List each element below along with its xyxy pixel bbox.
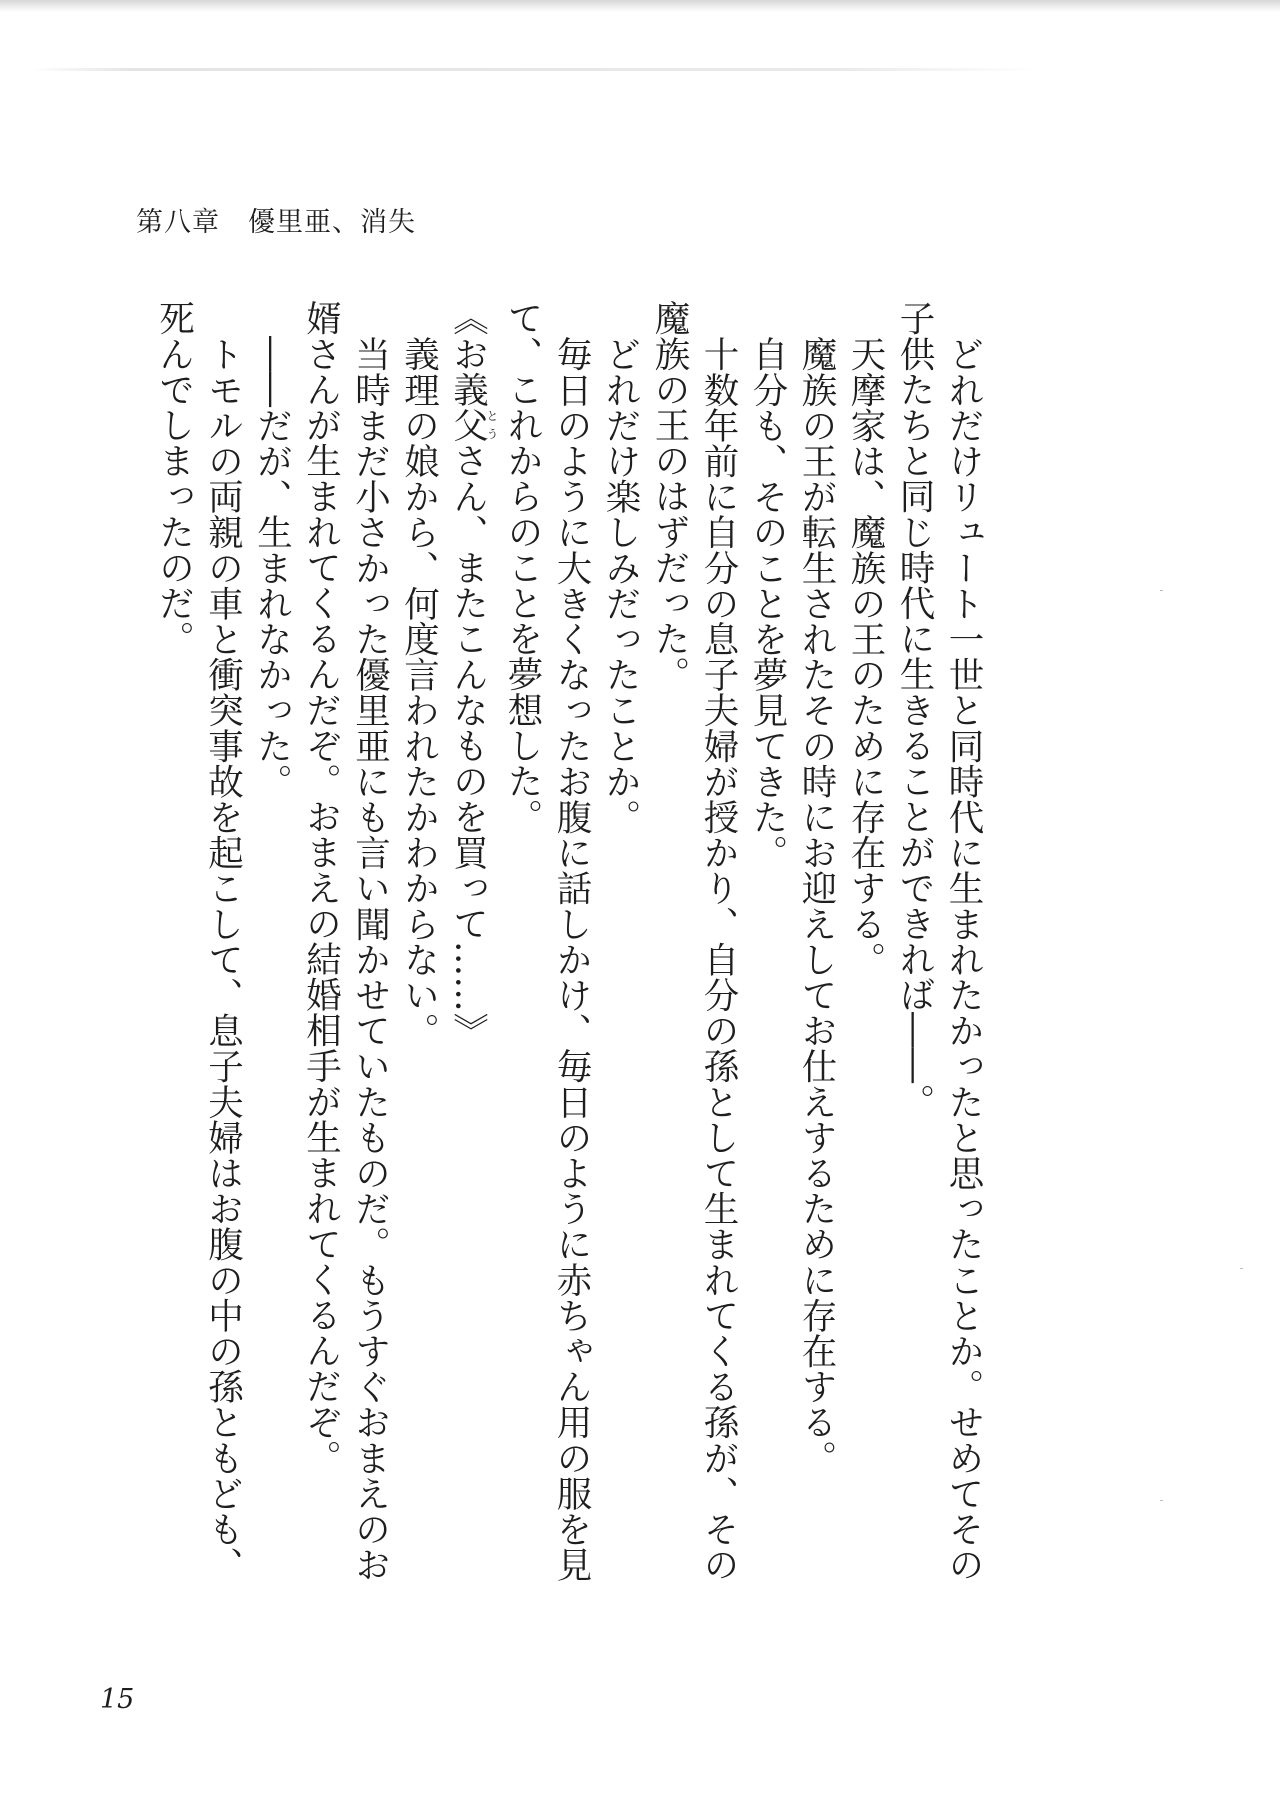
paragraph: トモルの両親の車と衝突事故を起こして、息子夫婦はお腹の中の孫ともども、死んでしまったのだ。 (153, 300, 244, 1582)
scan-shadow (0, 0, 1280, 12)
page-number: 15 (100, 1684, 135, 1715)
running-head: 第八章 優里亜、消失 (136, 207, 416, 238)
paragraph: ――だが、生まれなかった。 (251, 335, 293, 799)
paragraph: どれだけ楽しみだったことか。 (600, 335, 641, 834)
paragraph: 天摩家は、魔族の王のために存在する。 (845, 335, 886, 977)
paragraph-quote (444, 300, 499, 1602)
paragraph: 当時まだ小さかった優里亜にも言い聞かせていたものだ。もうすぐおまえのお婿さんが生まれてくるんだぞ。おまえの結婚相手が生まれてくるんだぞ。 (300, 300, 391, 1582)
ruby-base: 父 (447, 406, 489, 443)
quote-text-before: 《お義 (447, 300, 489, 407)
scan-speck (1160, 1500, 1163, 1501)
paragraph: 十数年前に自分の息子夫婦が授かり、自分の孫として生まれてくる孫が、その魔族の王のはずだった。 (649, 300, 739, 1582)
paragraph: 義理の娘から、何度言われたかわからない。 (398, 335, 440, 1048)
scan-speck (1160, 590, 1163, 591)
scan-speck (1240, 1268, 1243, 1269)
ruby-text: とう (485, 406, 499, 443)
scan-edge-line (30, 68, 1040, 71)
ruby-annotation (447, 406, 499, 443)
quote-text-after: さん、またこんなものを買って……》 (447, 442, 489, 1048)
body-text (150, 300, 989, 1602)
paragraph: 自分も、そのことを夢見てきた。 (747, 335, 788, 870)
paragraph: 毎日のように大きくなったお腹に話しかけ、毎日のように赤ちゃん用の服を見て、これからのことを夢想した。 (502, 300, 592, 1582)
paragraph: どれだけリュート一世と同時代に生まれたかったと思ったことか。せめてその子供たちと同じ時代に生きることができれば――。 (894, 300, 984, 1582)
paragraph: 魔族の王が転生されたその時にお迎えしてお仕えするために存在する。 (796, 335, 837, 1475)
